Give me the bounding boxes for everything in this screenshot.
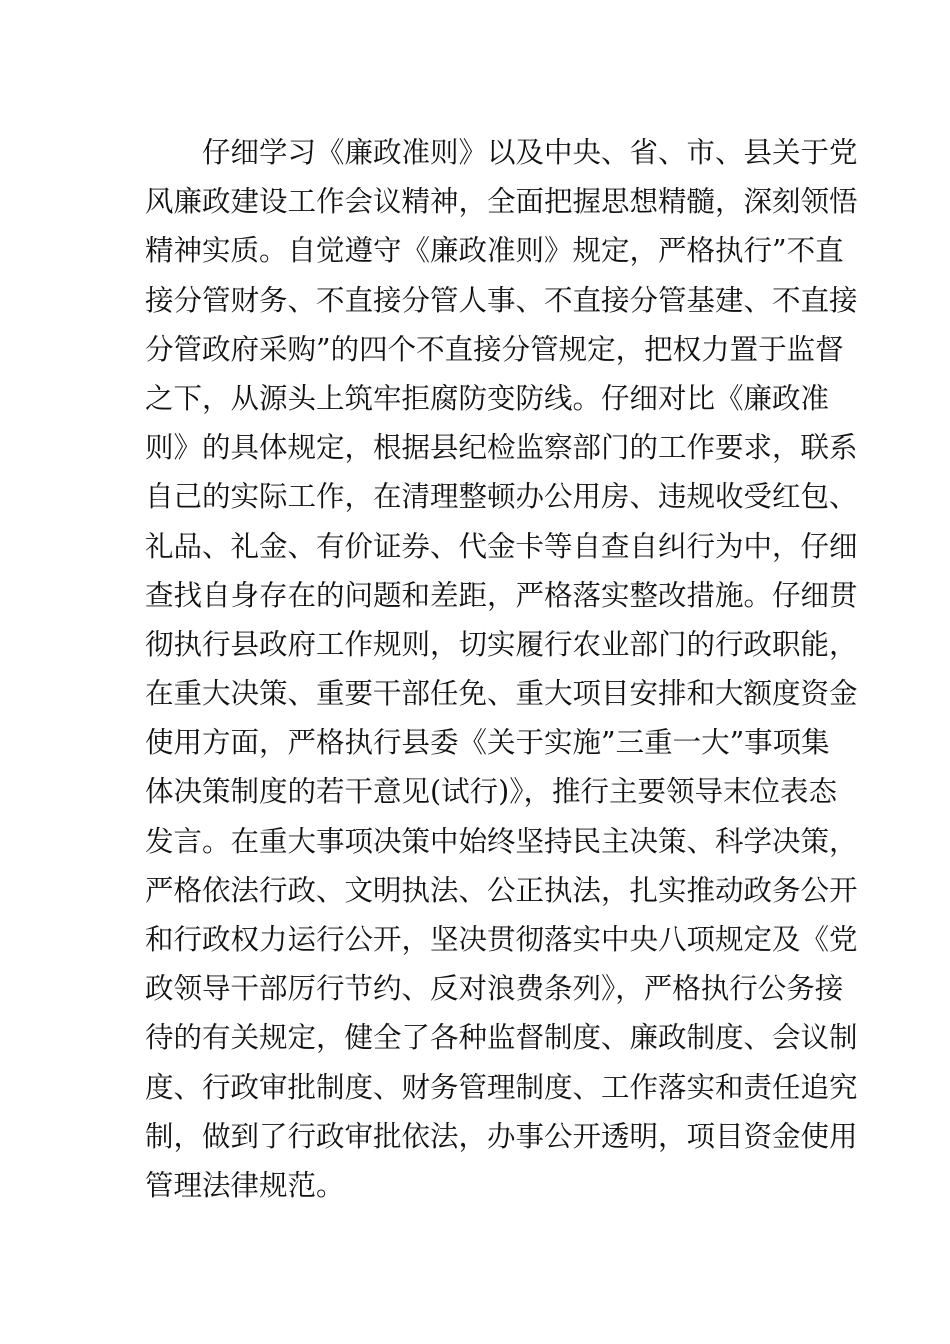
paragraph-line: 风廉政建设工作会议精神，全面把握思想精髓，深刻领悟	[145, 185, 858, 219]
paragraph-line: 发言。在重大事项决策中始终坚持民主决策、科学决策，	[145, 824, 858, 858]
paragraph-line: 彻执行县政府工作规则，切实履行农业部门的行政职能，	[145, 627, 858, 661]
paragraph-line: 接分管财务、不直接分管人事、不直接分管基建、不直接	[145, 283, 858, 317]
paragraph-line: 则》的具体规定，根据县纪检监察部门的工作要求，联系	[145, 431, 858, 465]
paragraph-line: 精神实质。自觉遵守《廉政准则》规定，严格执行”不直	[145, 234, 844, 268]
paragraph-line: 仔细学习《廉政准则》以及中央、省、市、县关于党	[202, 136, 858, 169]
paragraph-line: 在重大决策、重要干部任免、重大项目安排和大额度资金	[145, 677, 858, 711]
paragraph-line: 礼品、礼金、有价证券、代金卡等自查自纠行为中，仔细	[145, 529, 858, 563]
paragraph-line: 度、行政审批制度、财务管理制度、工作落实和责任追究	[145, 1070, 858, 1104]
paragraph-line: 查找自身存在的问题和差距，严格落实整改措施。仔细贯	[145, 578, 858, 612]
paragraph-line: 之下，从源头上筑牢拒腐防变防线。仔细对比《廉政准	[145, 381, 830, 415]
paragraph-line: 和行政权力运行公开，坚决贯彻落实中央八项规定及《党	[145, 923, 858, 956]
paragraph-line: 待的有关规定，健全了各种监督制度、廉政制度、会议制	[145, 1021, 858, 1055]
paragraph-line: 体决策制度的若干意见(试行)》，推行主要领导末位表态	[145, 775, 837, 809]
paragraph-line: 使用方面，严格执行县委《关于实施”三重一大”事项集	[145, 726, 830, 760]
paragraph-line: 管理法律规范。	[145, 1168, 345, 1202]
paragraph-line: 自己的实际工作，在清理整顿办公用房、违规收受红包、	[145, 480, 858, 514]
paragraph-line: 政领导干部厉行节约、反对浪费条列》，严格执行公务接	[145, 972, 844, 1006]
body-paragraph	[145, 128, 858, 1210]
paragraph-line: 制，做到了行政审批依法，办事公开透明，项目资金使用	[145, 1119, 858, 1153]
paragraph-line: 分管政府采购”的四个不直接分管规定，把权力置于监督	[145, 332, 844, 366]
paragraph-line: 严格依法行政、文明执法、公正执法，扎实推动政务公开	[145, 873, 858, 907]
